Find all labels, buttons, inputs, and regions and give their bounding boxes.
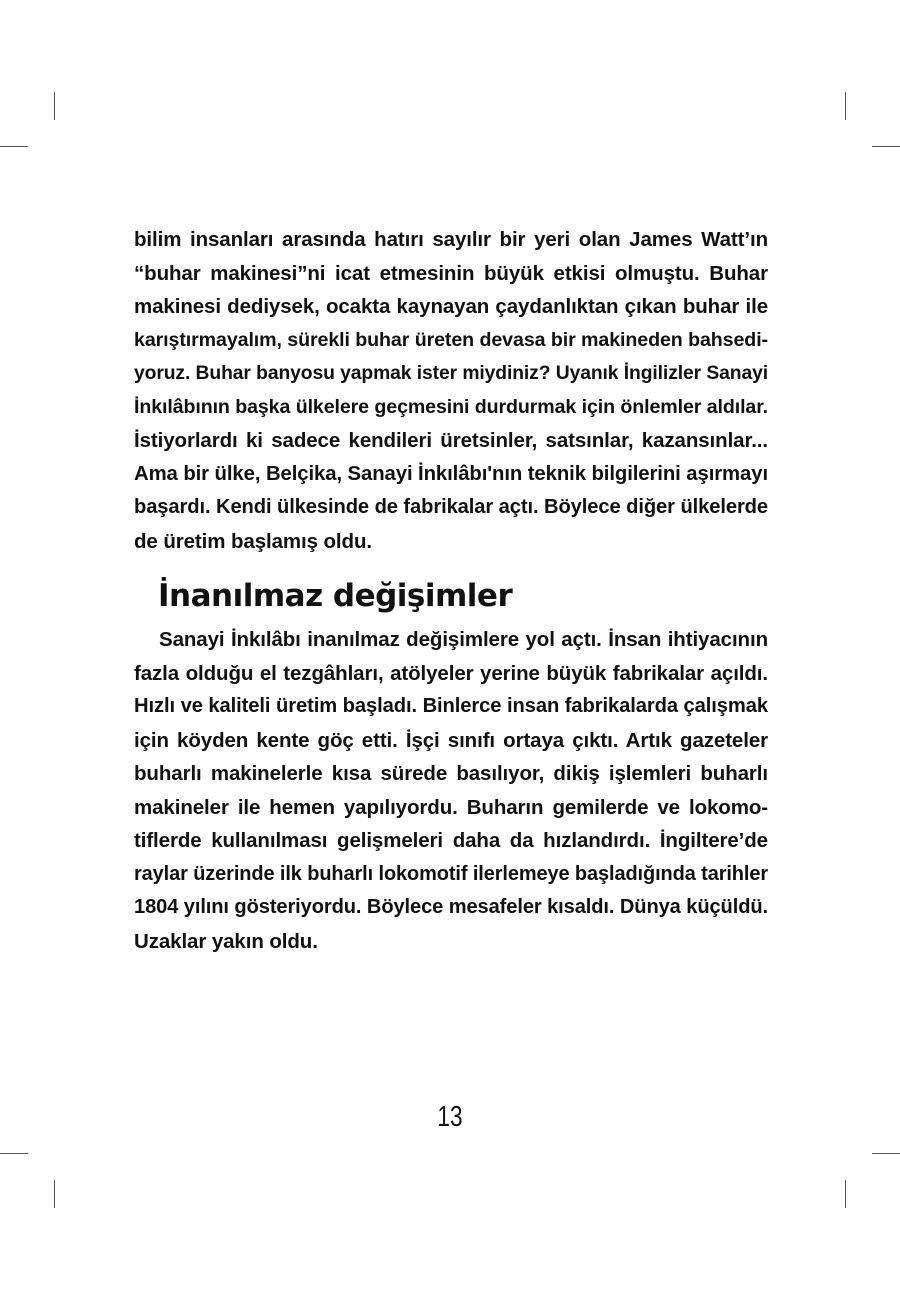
crop-mark-bottom-left-vertical — [54, 1180, 55, 1208]
text-line: tiflerde kullanılması gelişmeleri daha da hızlandırdı. İngiltere’de — [134, 829, 768, 852]
body-paragraph-1 — [134, 223, 768, 558]
text-line: İnkılâbının başka ülkelere geçmesini durdurmak için önlemler aldılar. — [134, 395, 768, 418]
text-line: de üretim başlamış oldu. — [134, 529, 372, 553]
text-line: yoruz. Buhar banyosu yapmak ister miydiniz? Uyanık İngilizler Sanayi — [134, 363, 768, 384]
body-paragraph-2 — [134, 623, 768, 958]
crop-mark-top-right-vertical — [845, 92, 846, 120]
text-line: bilim insanları arasında hatırı sayılır bir yeri olan James Watt’ın — [134, 228, 768, 251]
crop-mark-top-left-horizontal — [0, 146, 28, 147]
text-line: “buhar makinesi”ni icat etmesinin büyük etkisi olmuştu. Buhar — [134, 261, 768, 285]
crop-mark-bottom-left-horizontal — [0, 1153, 28, 1154]
text-line: İstiyorlardı ki sadece kendileri üretsinler, satsınlar, kazansınlar... — [134, 429, 768, 452]
text-line: Sanayi İnkılâbı inanılmaz değişimlere yol açtı. İnsan ihtiyacının — [159, 628, 768, 651]
crop-mark-bottom-right-horizontal — [872, 1153, 900, 1154]
page-number: 13 — [437, 1101, 463, 1133]
section-heading: İnanılmaz değişimler — [158, 578, 513, 614]
text-line: makinesi dediysek, ocakta kaynayan çaydanlıktan çıkan buhar ile — [134, 295, 768, 318]
text-line: başardı. Kendi ülkesinde de fabrikalar açtı. Böylece diğer ülkelerde — [134, 496, 768, 518]
crop-mark-top-right-horizontal — [872, 146, 900, 147]
text-line: Ama bir ülke, Belçika, Sanayi İnkılâbı'nın teknik bilgilerini aşırmayı — [134, 462, 768, 485]
crop-mark-bottom-right-vertical — [845, 1180, 846, 1208]
crop-mark-top-left-vertical — [54, 92, 55, 120]
text-line: Hızlı ve kaliteli üretim başladı. Binlerce insan fabrikalarda çalışmak — [134, 695, 768, 717]
text-line: raylar üzerinde ilk buharlı lokomotif ilerlemeye başladığında tarihler — [134, 862, 768, 885]
text-line: Uzaklar yakın oldu. — [134, 929, 318, 953]
text-line: buharlı makinelerle kısa sürede basılıyor, dikiş işlemleri buharlı — [134, 762, 768, 785]
text-line: 1804 yılını gösteriyordu. Böylece mesafeler kısaldı. Dünya küçüldü. — [134, 896, 768, 918]
text-line: makineler ile hemen yapılıyordu. Buharın gemilerde ve lokomo- — [134, 795, 768, 819]
text-line: için köyden kente göç etti. İşçi sınıfı ortaya çıktı. Artık gazeteler — [134, 728, 768, 752]
text-line: fazla olduğu el tezgâhları, atölyeler yerine büyük fabrikalar açıldı. — [134, 661, 768, 685]
text-line: karıştırmayalım, sürekli buhar üreten devasa bir makineden bahsedi- — [134, 328, 768, 351]
